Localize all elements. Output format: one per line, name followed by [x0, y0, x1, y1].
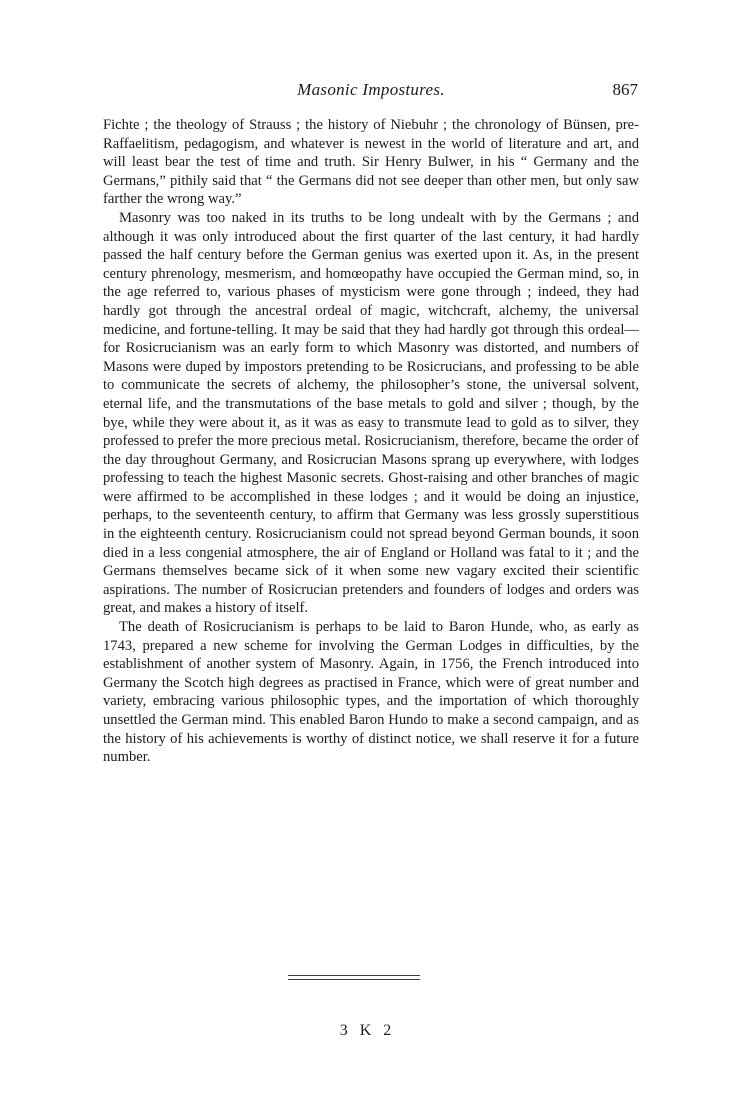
paragraph-rosicrucianism: Masonry was too naked in its truths to be long undealt with by the Germans ; and although it was only introduced about the first quarter of the last century, it had hardly passed the half century before the German genius was exerted upon it. As, in the present century phrenology, mesmerism, and homœopathy have occupied the German mind, so, in the age referred to, various phases of mysticism were gone through ; indeed, they had hardly got through the ancestral ordeal of magic, witchcraft, alchemy, the universal medicine, and fortune-telling. It may be said that they had hardly got through this ordeal—for Rosicrucianism was an early form to which Masonry was distorted, and numbers of Masons were duped by impostors pretending to be Rosicrucians, and professing to be able to communicate the secrets of alchemy, the philosopher’s stone, the universal solvent, eternal life, and the transmutations of the base metals to gold and silver ; though, by the bye, while they were about it, as it was as easy to transmute lead to gold as to silver, they professed to prefer the more precious metal. Rosicrucianism, therefore, became the order of the day throughout Germany, and Rosicrucian Masons sprang up everywhere, with lodges professing to teach the highest Masonic secrets. Ghost-raising and other branches of magic were affirmed to be accomplished in these lodges ; and it would be doing an injustice, perhaps, to the seventeenth century, to affirm that Germany was less grossly superstitious in the eighteenth century. Rosicrucianism could not spread beyond German bounds, it soon died in a less congenial atmosphere, the air of England or Holland was fatal to it ; and the Germans themselves became sick of it when some new vagary excited their scientific aspirations. The number of Rosicrucian pretenders and founders of lodges and orders was great, and makes a history of itself. [103, 209, 639, 617]
page-number: 867 [612, 80, 638, 99]
running-head [104, 80, 638, 104]
divider-line-top [288, 975, 420, 976]
running-title: Masonic Impostures. [297, 80, 445, 99]
divider-line-bottom [288, 979, 420, 980]
printer-signature-mark: 3 K 2 [339, 1022, 396, 1039]
paragraph-continuation: Fichte ; the theology of Strauss ; the history of Niebuhr ; the chronology of Bünsen, pre-Raffaelitism, pedagogism, and whatever is newest in the world of literature and art, and will least bear the test of time and truth. Sir Henry Bulwer, in his “ Germany and the Germans,” pithily said that “ the Germans did not see deeper than other men, but only saw farther the wrong way.” [103, 117, 639, 208]
section-end-rule [288, 975, 420, 980]
article-body [103, 116, 639, 767]
paragraph-baron-hunde: The death of Rosicrucianism is perhaps to be laid to Baron Hunde, who, as early as 1743, prepared a new scheme for involving the German Lodges in difficulties, by the establishment of another system of Masonry. Again, in 1756, the French introduced into Germany the Scotch high degrees as practised in France, which were of great number and variety, embracing various philosophic types, and the importation of which thoroughly unsettled the German mind. This enabled Baron Hundo to make a second campaign, and as the history of his achievements is worthy of distinct notice, we shall reserve it for a future number. [103, 619, 639, 766]
